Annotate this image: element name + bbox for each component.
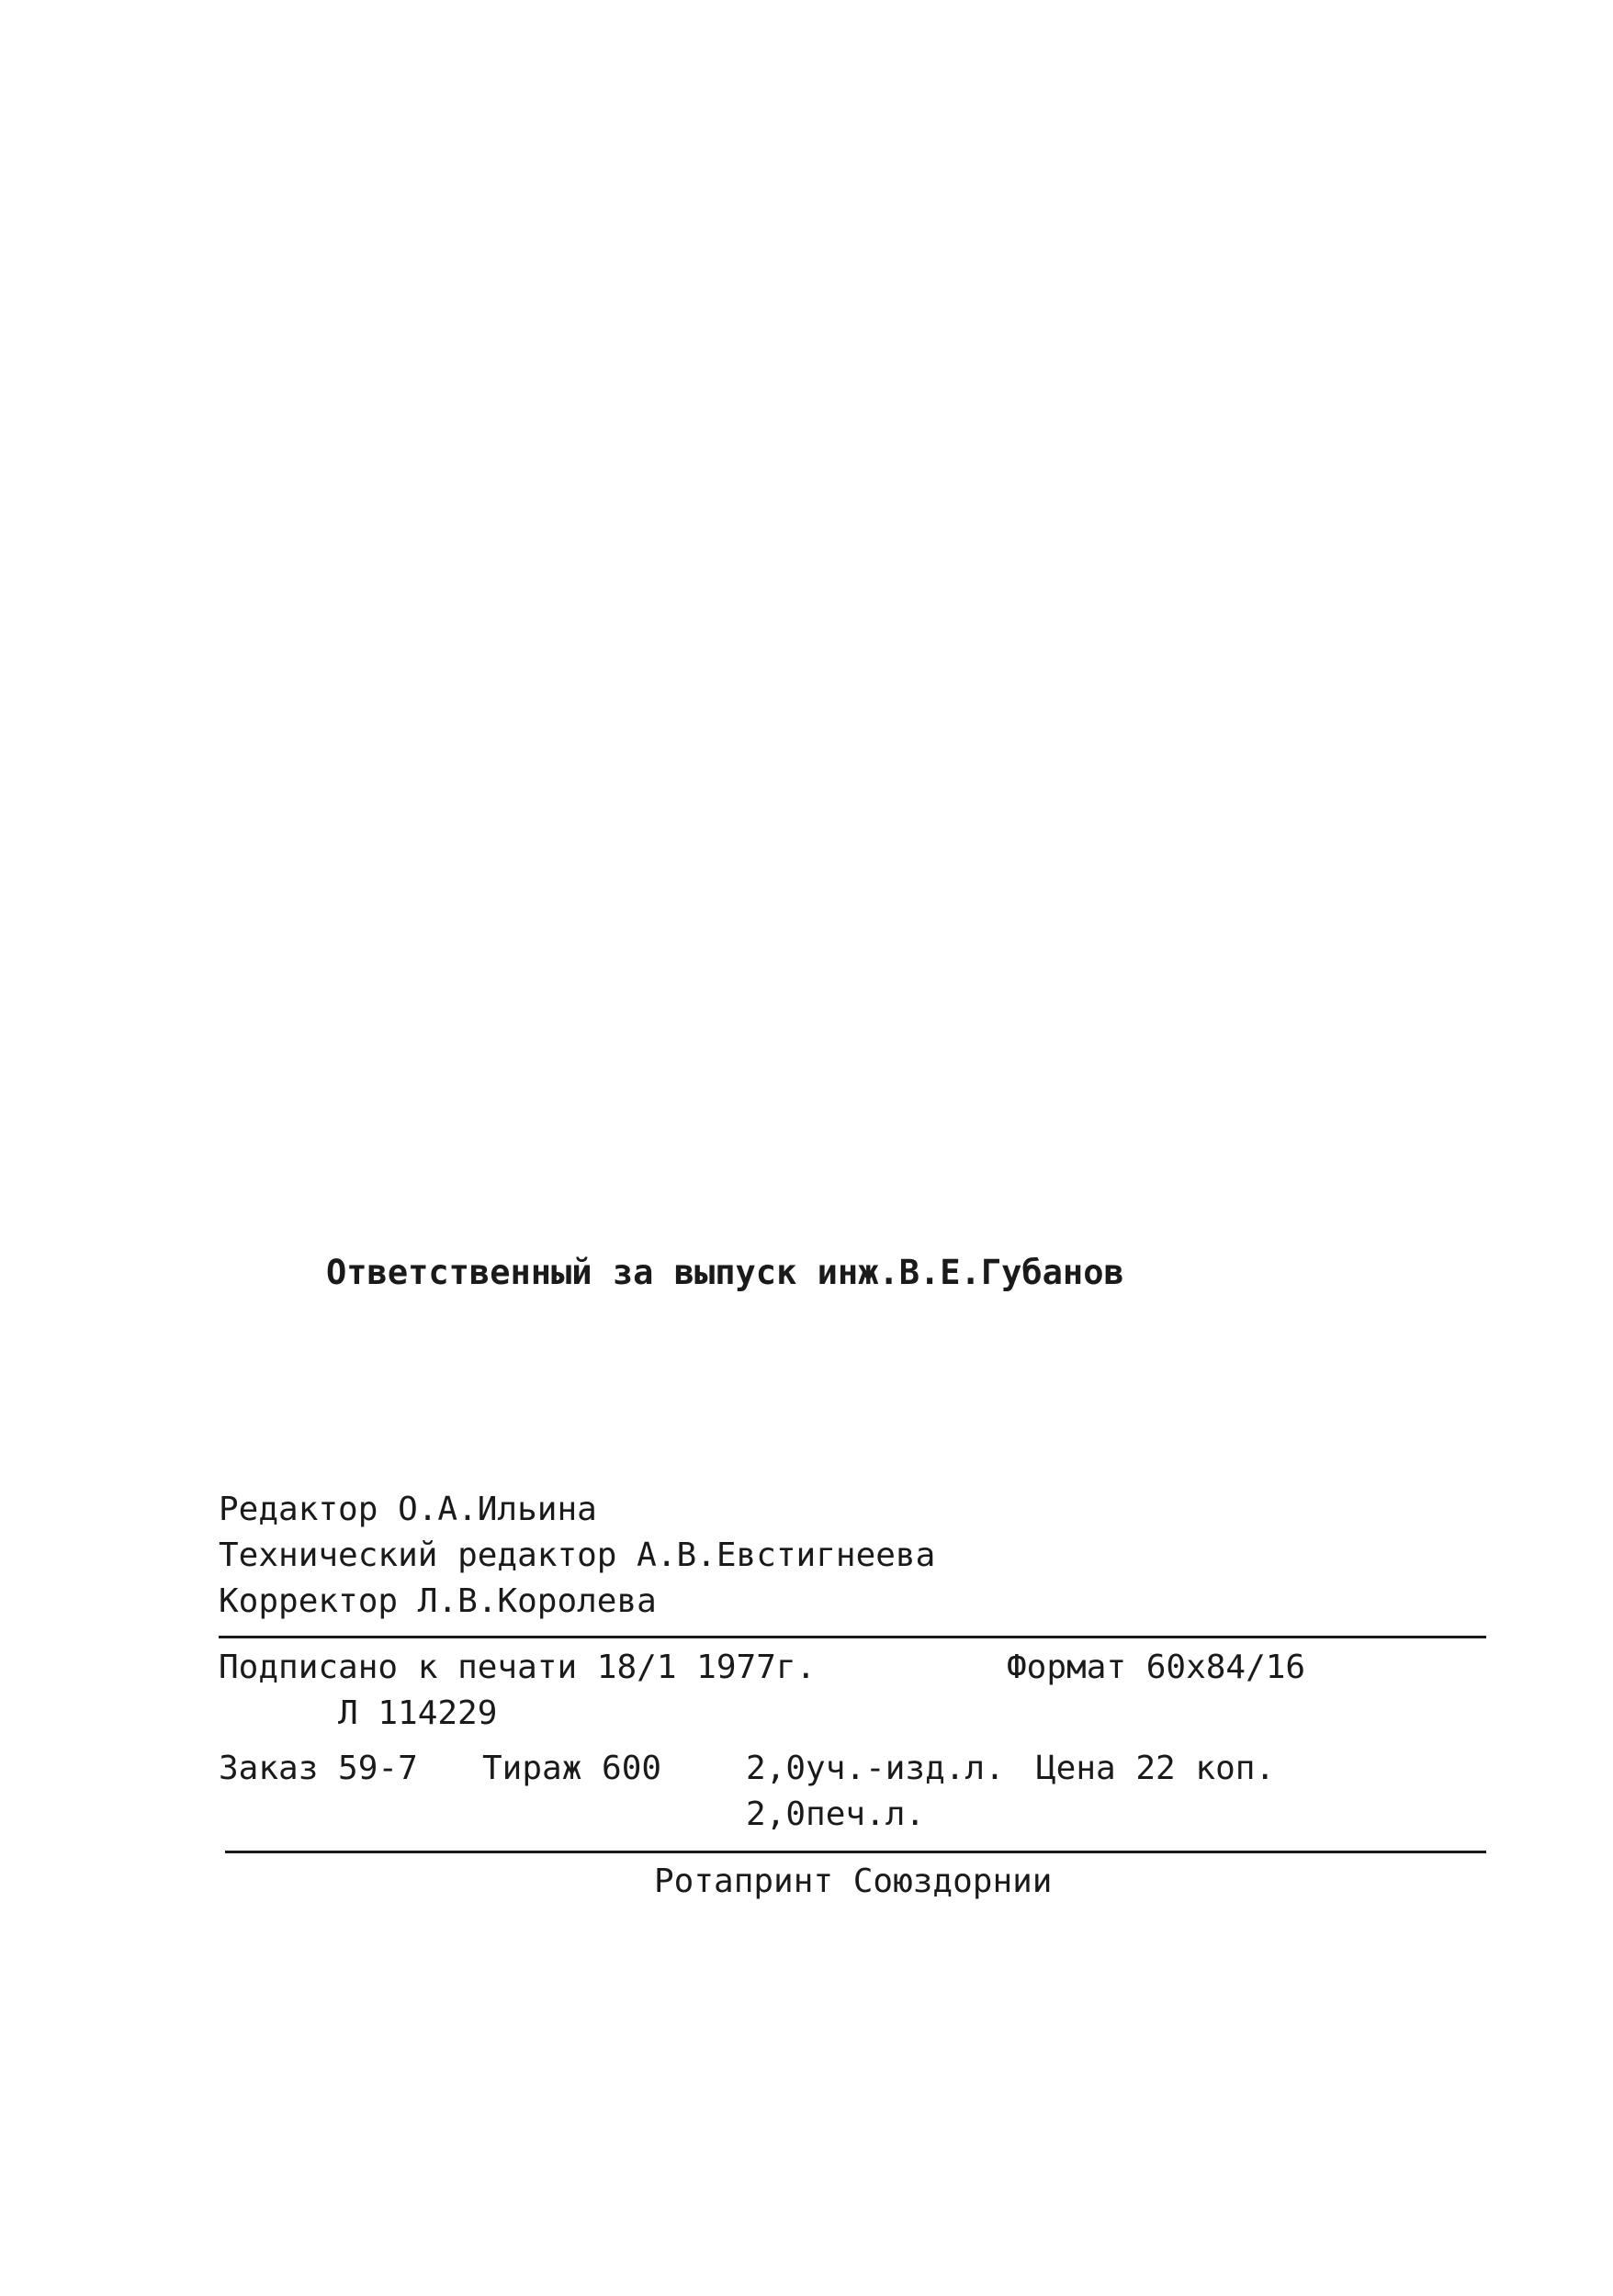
publishing-sheets: 2,0уч.-изд.л. <box>746 1750 1005 1787</box>
editor-line: Редактор О.А.Ильина <box>219 1491 597 1528</box>
format: Формат 60х84/16 <box>1007 1649 1306 1686</box>
printed-sheets: 2,0печ.л. <box>746 1795 926 1833</box>
bottom-rule <box>225 1851 1486 1853</box>
print-run: Тираж 600 <box>482 1750 662 1787</box>
tech-editor-line: Технический редактор А.В.Евстигнеева <box>219 1536 936 1574</box>
responsible-line: Ответственный за выпуск инж.В.Е.Губанов <box>326 1253 1124 1292</box>
order-number: Заказ 59-7 <box>219 1750 418 1787</box>
signed-to-print: Подписано к печати 18/1 1977г. <box>219 1649 817 1686</box>
printer-name: Ротапринт Союздорнии <box>654 1863 1053 1900</box>
price: Цена 22 коп. <box>1036 1750 1276 1787</box>
license-number: Л 114229 <box>338 1694 498 1732</box>
top-rule <box>219 1636 1486 1638</box>
proofreader-line: Корректор Л.В.Королева <box>219 1582 657 1620</box>
